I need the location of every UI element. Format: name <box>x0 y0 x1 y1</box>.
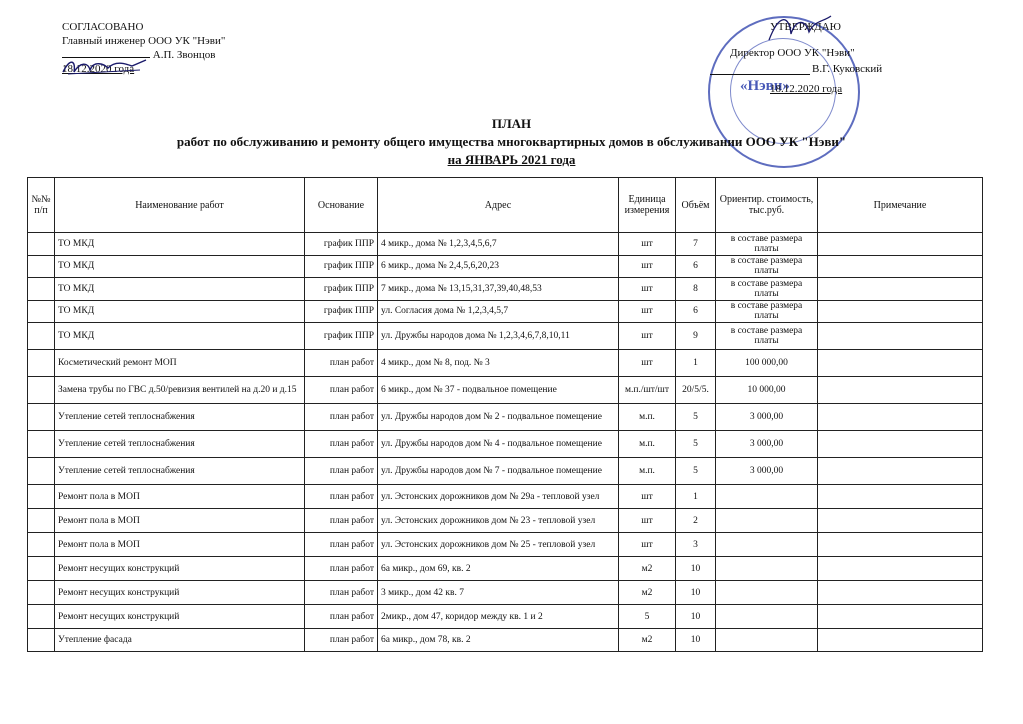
cell-note <box>818 629 983 652</box>
cell-address: ул. Эстонских дорожников дом № 29а - тепловой узел <box>378 485 619 509</box>
approval-right-position: Директор ООО УК "Нэви" <box>730 47 855 59</box>
cell-basis: график ППР <box>305 233 378 256</box>
cell-unit: шт <box>619 485 676 509</box>
cell-address: 4 микр., дом № 8, под. № 3 <box>378 350 619 377</box>
signature-left <box>60 56 150 78</box>
cell-name: ТО МКД <box>55 233 305 256</box>
cell-cost <box>716 485 818 509</box>
cell-num <box>28 557 55 581</box>
header-unit: Единица измерения <box>619 178 676 233</box>
cell-basis: график ППР <box>305 323 378 350</box>
cell-cost: 3 000,00 <box>716 431 818 458</box>
cell-name: Утепление фасада <box>55 629 305 652</box>
approval-left-date: 18.12.2020 года <box>62 63 135 75</box>
cell-address: 3 микр., дом 42 кв. 7 <box>378 581 619 605</box>
signature-right <box>765 10 835 50</box>
cell-basis: план работ <box>305 431 378 458</box>
document-subtitle: работ по обслуживанию и ремонту общего имущества многоквартирных домов в обслуживании ООО УК "Нэви" <box>176 134 847 149</box>
table-row <box>28 557 983 581</box>
cell-unit: шт <box>619 300 676 323</box>
approval-left-name: А.П. Звонцов <box>152 49 216 61</box>
cell-address: ул. Дружбы народов дома № 1,2,3,4,6,7,8,10,11 <box>378 323 619 350</box>
cell-name: Утепление сетей теплоснабжения <box>55 431 305 458</box>
approval-left-label: СОГЛАСОВАНО <box>62 21 144 33</box>
cell-volume: 8 <box>676 278 716 301</box>
cell-cost <box>716 629 818 652</box>
header-basis: Основание <box>305 178 378 233</box>
header-name: Наименование работ <box>55 178 305 233</box>
cell-cost <box>716 605 818 629</box>
cell-num <box>28 350 55 377</box>
cell-basis: план работ <box>305 605 378 629</box>
table-row <box>28 458 983 485</box>
cell-cost: 10 000,00 <box>716 377 818 404</box>
cell-address: ул. Дружбы народов дом № 4 - подвальное помещение <box>378 431 619 458</box>
cell-address: 2микр., дом 47, коридор между кв. 1 и 2 <box>378 605 619 629</box>
document-period-text: на ЯНВАРЬ 2021 года <box>447 152 576 167</box>
cell-unit: шт <box>619 278 676 301</box>
cell-name: Ремонт пола в МОП <box>55 485 305 509</box>
table-row <box>28 509 983 533</box>
cell-note <box>818 323 983 350</box>
cell-note <box>818 581 983 605</box>
cell-num <box>28 509 55 533</box>
cell-unit: шт <box>619 533 676 557</box>
cell-note <box>818 509 983 533</box>
cell-note <box>818 431 983 458</box>
cell-num <box>28 431 55 458</box>
cell-volume: 20/5/5. <box>676 377 716 404</box>
cell-note <box>818 255 983 278</box>
cell-num <box>28 404 55 431</box>
cell-unit: м2 <box>619 629 676 652</box>
cell-unit: шт <box>619 509 676 533</box>
table-row <box>28 300 983 323</box>
cell-cost: в составе размера платы <box>716 233 818 256</box>
cell-volume: 10 <box>676 605 716 629</box>
cell-cost: в составе размера платы <box>716 323 818 350</box>
table-row <box>28 629 983 652</box>
cell-name: Замена трубы по ГВС д.50/ревизия вентилей на д.20 и д.15 <box>55 377 305 404</box>
cell-num <box>28 278 55 301</box>
document-title: ПЛАН <box>491 116 532 131</box>
cell-cost <box>716 533 818 557</box>
cell-volume: 5 <box>676 431 716 458</box>
table-row <box>28 377 983 404</box>
approval-right-label: УТВЕРЖДАЮ <box>770 21 841 33</box>
cell-volume: 6 <box>676 255 716 278</box>
cell-name: ТО МКД <box>55 300 305 323</box>
cell-cost: в составе размера платы <box>716 300 818 323</box>
header-note: Примечание <box>818 178 983 233</box>
cell-volume: 2 <box>676 509 716 533</box>
cell-address: 6 микр., дом № 37 - подвальное помещение <box>378 377 619 404</box>
table-row <box>28 233 983 256</box>
table-header-row <box>28 178 983 233</box>
table-row <box>28 350 983 377</box>
document-period <box>0 152 1023 168</box>
cell-volume: 10 <box>676 629 716 652</box>
cell-volume: 10 <box>676 557 716 581</box>
cell-num <box>28 629 55 652</box>
approval-left-position: Главный инженер ООО УК "Нэви" <box>62 35 226 47</box>
cell-cost: 3 000,00 <box>716 404 818 431</box>
cell-unit: шт <box>619 255 676 278</box>
cell-address: ул. Дружбы народов дом № 2 - подвальное помещение <box>378 404 619 431</box>
cell-unit: м2 <box>619 581 676 605</box>
cell-volume: 5 <box>676 404 716 431</box>
table-row <box>28 323 983 350</box>
cell-basis: план работ <box>305 377 378 404</box>
cell-unit: м.п. <box>619 431 676 458</box>
cell-note <box>818 533 983 557</box>
cell-volume: 1 <box>676 350 716 377</box>
cell-name: Ремонт пола в МОП <box>55 533 305 557</box>
cell-num <box>28 323 55 350</box>
cell-address: 7 микр., дома № 13,15,31,37,39,40,48,53 <box>378 278 619 301</box>
cell-num <box>28 458 55 485</box>
table-row <box>28 278 983 301</box>
table-row <box>28 404 983 431</box>
cell-basis: план работ <box>305 509 378 533</box>
cell-unit: м.п./шт/шт <box>619 377 676 404</box>
cell-basis: план работ <box>305 404 378 431</box>
table-row <box>28 255 983 278</box>
cell-name: Утепление сетей теплоснабжения <box>55 404 305 431</box>
cell-cost <box>716 509 818 533</box>
header-cost: Ориентир. стоимость, тыс.руб. <box>716 178 818 233</box>
cell-volume: 6 <box>676 300 716 323</box>
table-row <box>28 533 983 557</box>
cell-unit: м.п. <box>619 458 676 485</box>
cell-basis: план работ <box>305 581 378 605</box>
cell-unit: шт <box>619 233 676 256</box>
cell-address: ул. Согласия дома № 1,2,3,4,5,7 <box>378 300 619 323</box>
cell-note <box>818 377 983 404</box>
cell-note <box>818 404 983 431</box>
cell-volume: 7 <box>676 233 716 256</box>
header-address: Адрес <box>378 178 619 233</box>
cell-note <box>818 605 983 629</box>
cell-volume: 5 <box>676 458 716 485</box>
cell-name: Ремонт пола в МОП <box>55 509 305 533</box>
stamp-text: «Нэви» <box>740 78 790 94</box>
cell-basis: план работ <box>305 629 378 652</box>
cell-name: Ремонт несущих конструкций <box>55 605 305 629</box>
cell-cost <box>716 557 818 581</box>
cell-address: ул. Эстонских дорожников дом № 23 - тепловой узел <box>378 509 619 533</box>
work-plan-table <box>27 177 983 652</box>
cell-name: Ремонт несущих конструкций <box>55 557 305 581</box>
cell-note <box>818 300 983 323</box>
cell-cost <box>716 581 818 605</box>
table-row <box>28 431 983 458</box>
cell-basis: план работ <box>305 350 378 377</box>
cell-address: ул. Дружбы народов дом № 7 - подвальное помещение <box>378 458 619 485</box>
cell-unit: 5 <box>619 605 676 629</box>
cell-num <box>28 605 55 629</box>
cell-unit: м2 <box>619 557 676 581</box>
cell-cost: 3 000,00 <box>716 458 818 485</box>
cell-num <box>28 255 55 278</box>
cell-basis: график ППР <box>305 255 378 278</box>
cell-volume: 3 <box>676 533 716 557</box>
cell-note <box>818 557 983 581</box>
cell-note <box>818 350 983 377</box>
cell-address: 6а микр., дом 69, кв. 2 <box>378 557 619 581</box>
cell-name: ТО МКД <box>55 323 305 350</box>
cell-cost: 100 000,00 <box>716 350 818 377</box>
cell-note <box>818 458 983 485</box>
cell-name: Утепление сетей теплоснабжения <box>55 458 305 485</box>
cell-num <box>28 300 55 323</box>
cell-volume: 9 <box>676 323 716 350</box>
cell-address: 6а микр., дом 78, кв. 2 <box>378 629 619 652</box>
approval-right-date: 18.12.2020 года <box>770 83 843 95</box>
header-num: №№ п/п <box>28 178 55 233</box>
cell-address: 6 микр., дома № 2,4,5,6,20,23 <box>378 255 619 278</box>
cell-address: 4 микр., дома № 1,2,3,4,5,6,7 <box>378 233 619 256</box>
cell-basis: план работ <box>305 533 378 557</box>
table-row <box>28 581 983 605</box>
cell-name: ТО МКД <box>55 255 305 278</box>
cell-unit: м.п. <box>619 404 676 431</box>
cell-name: ТО МКД <box>55 278 305 301</box>
header-volume: Объём <box>676 178 716 233</box>
cell-num <box>28 377 55 404</box>
cell-name: Косметический ремонт МОП <box>55 350 305 377</box>
cell-num <box>28 533 55 557</box>
cell-basis: график ППР <box>305 300 378 323</box>
cell-cost: в составе размера платы <box>716 278 818 301</box>
cell-num <box>28 581 55 605</box>
approval-right-name: В.Г. Куковский <box>812 63 883 75</box>
cell-basis: план работ <box>305 485 378 509</box>
cell-cost: в составе размера платы <box>716 255 818 278</box>
cell-basis: план работ <box>305 557 378 581</box>
cell-basis: план работ <box>305 458 378 485</box>
cell-volume: 10 <box>676 581 716 605</box>
cell-unit: шт <box>619 323 676 350</box>
cell-num <box>28 233 55 256</box>
cell-note <box>818 485 983 509</box>
cell-address: ул. Эстонских дорожников дом № 25 - тепловой узел <box>378 533 619 557</box>
cell-unit: шт <box>619 350 676 377</box>
cell-note <box>818 278 983 301</box>
cell-basis: график ППР <box>305 278 378 301</box>
cell-volume: 1 <box>676 485 716 509</box>
cell-name: Ремонт несущих конструкций <box>55 581 305 605</box>
table-row <box>28 485 983 509</box>
cell-num <box>28 485 55 509</box>
approval-right-sign-line <box>710 74 810 75</box>
cell-note <box>818 233 983 256</box>
table-row <box>28 605 983 629</box>
